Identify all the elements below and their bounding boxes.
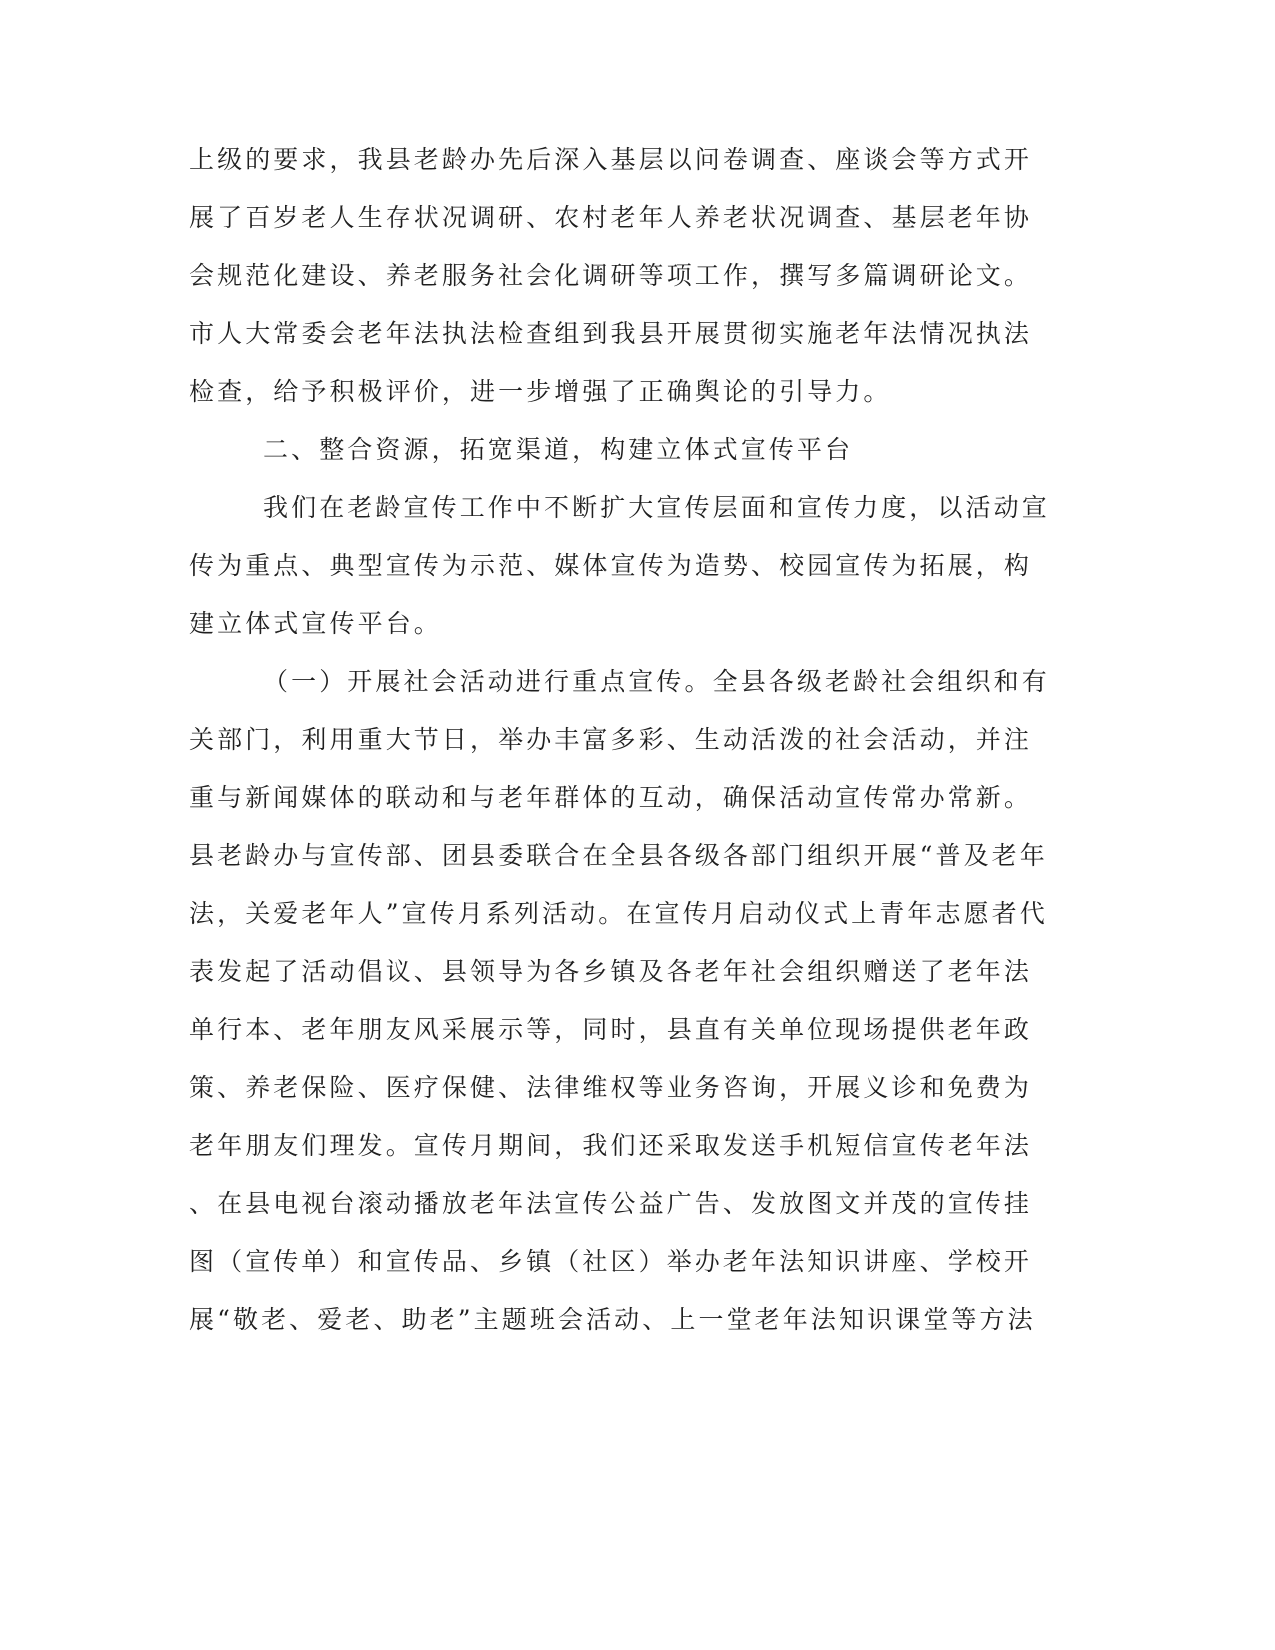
paragraph-line: 重与新闻媒体的联动和与老年群体的互动，确保活动宣传常办常新。 — [189, 783, 1033, 812]
paragraph-line: 单行本、老年朋友风采展示等，同时，县直有关单位现场提供老年政 — [189, 1015, 1033, 1044]
paragraph-line: 会规范化建设、养老服务社会化调研等项工作，撰写多篇调研论文。 — [189, 261, 1033, 290]
paragraph-line: 上级的要求，我县老龄办先后深入基层以问卷调查、座谈会等方式开 — [189, 145, 1033, 174]
paragraph-line: 检查，给予积极评价，进一步增强了正确舆论的引导力。 — [189, 377, 892, 406]
paragraph-line: 建立体式宣传平台。 — [189, 609, 442, 638]
paragraph-line: 展“敬老、爱老、助老”主题班会活动、上一堂老年法知识课堂等方法 — [189, 1305, 1036, 1334]
section-heading: 二、整合资源，拓宽渠道，构建立体式宣传平台 — [263, 435, 854, 464]
paragraph-line: 市人大常委会老年法执法检查组到我县开展贯彻实施老年法情况执法 — [189, 319, 1033, 348]
subsection-line: （一）开展社会活动进行重点宣传。全县各级老龄社会组织和有 — [263, 667, 1050, 696]
paragraph-line: 图（宣传单）和宣传品、乡镇（社区）举办老年法知识讲座、学校开 — [189, 1247, 1033, 1276]
paragraph-line: 法，关爱老年人”宣传月系列活动。在宣传月启动仪式上青年志愿者代 — [189, 899, 1048, 928]
paragraph-line: 传为重点、典型宣传为示范、媒体宣传为造势、校园宣传为拓展，构 — [189, 551, 1033, 580]
paragraph-line: 、在县电视台滚动播放老年法宣传公益广告、发放图文并茂的宣传挂 — [189, 1189, 1033, 1218]
paragraph-line: 展了百岁老人生存状况调研、农村老年人养老状况调查、基层老年协 — [189, 203, 1033, 232]
paragraph-line: 策、养老保险、医疗保健、法律维权等业务咨询，开展义诊和免费为 — [189, 1073, 1033, 1102]
paragraph-line: 表发起了活动倡议、县领导为各乡镇及各老年社会组织赠送了老年法 — [189, 957, 1033, 986]
paragraph-line: 县老龄办与宣传部、团县委联合在全县各级各部门组织开展“普及老年 — [189, 841, 1048, 870]
paragraph-line: 老年朋友们理发。宣传月期间，我们还采取发送手机短信宣传老年法 — [189, 1131, 1033, 1160]
paragraph-line: 我们在老龄宣传工作中不断扩大宣传层面和宣传力度，以活动宣 — [263, 493, 1050, 522]
paragraph-line: 关部门，利用重大节日，举办丰富多彩、生动活泼的社会活动，并注 — [189, 725, 1033, 754]
